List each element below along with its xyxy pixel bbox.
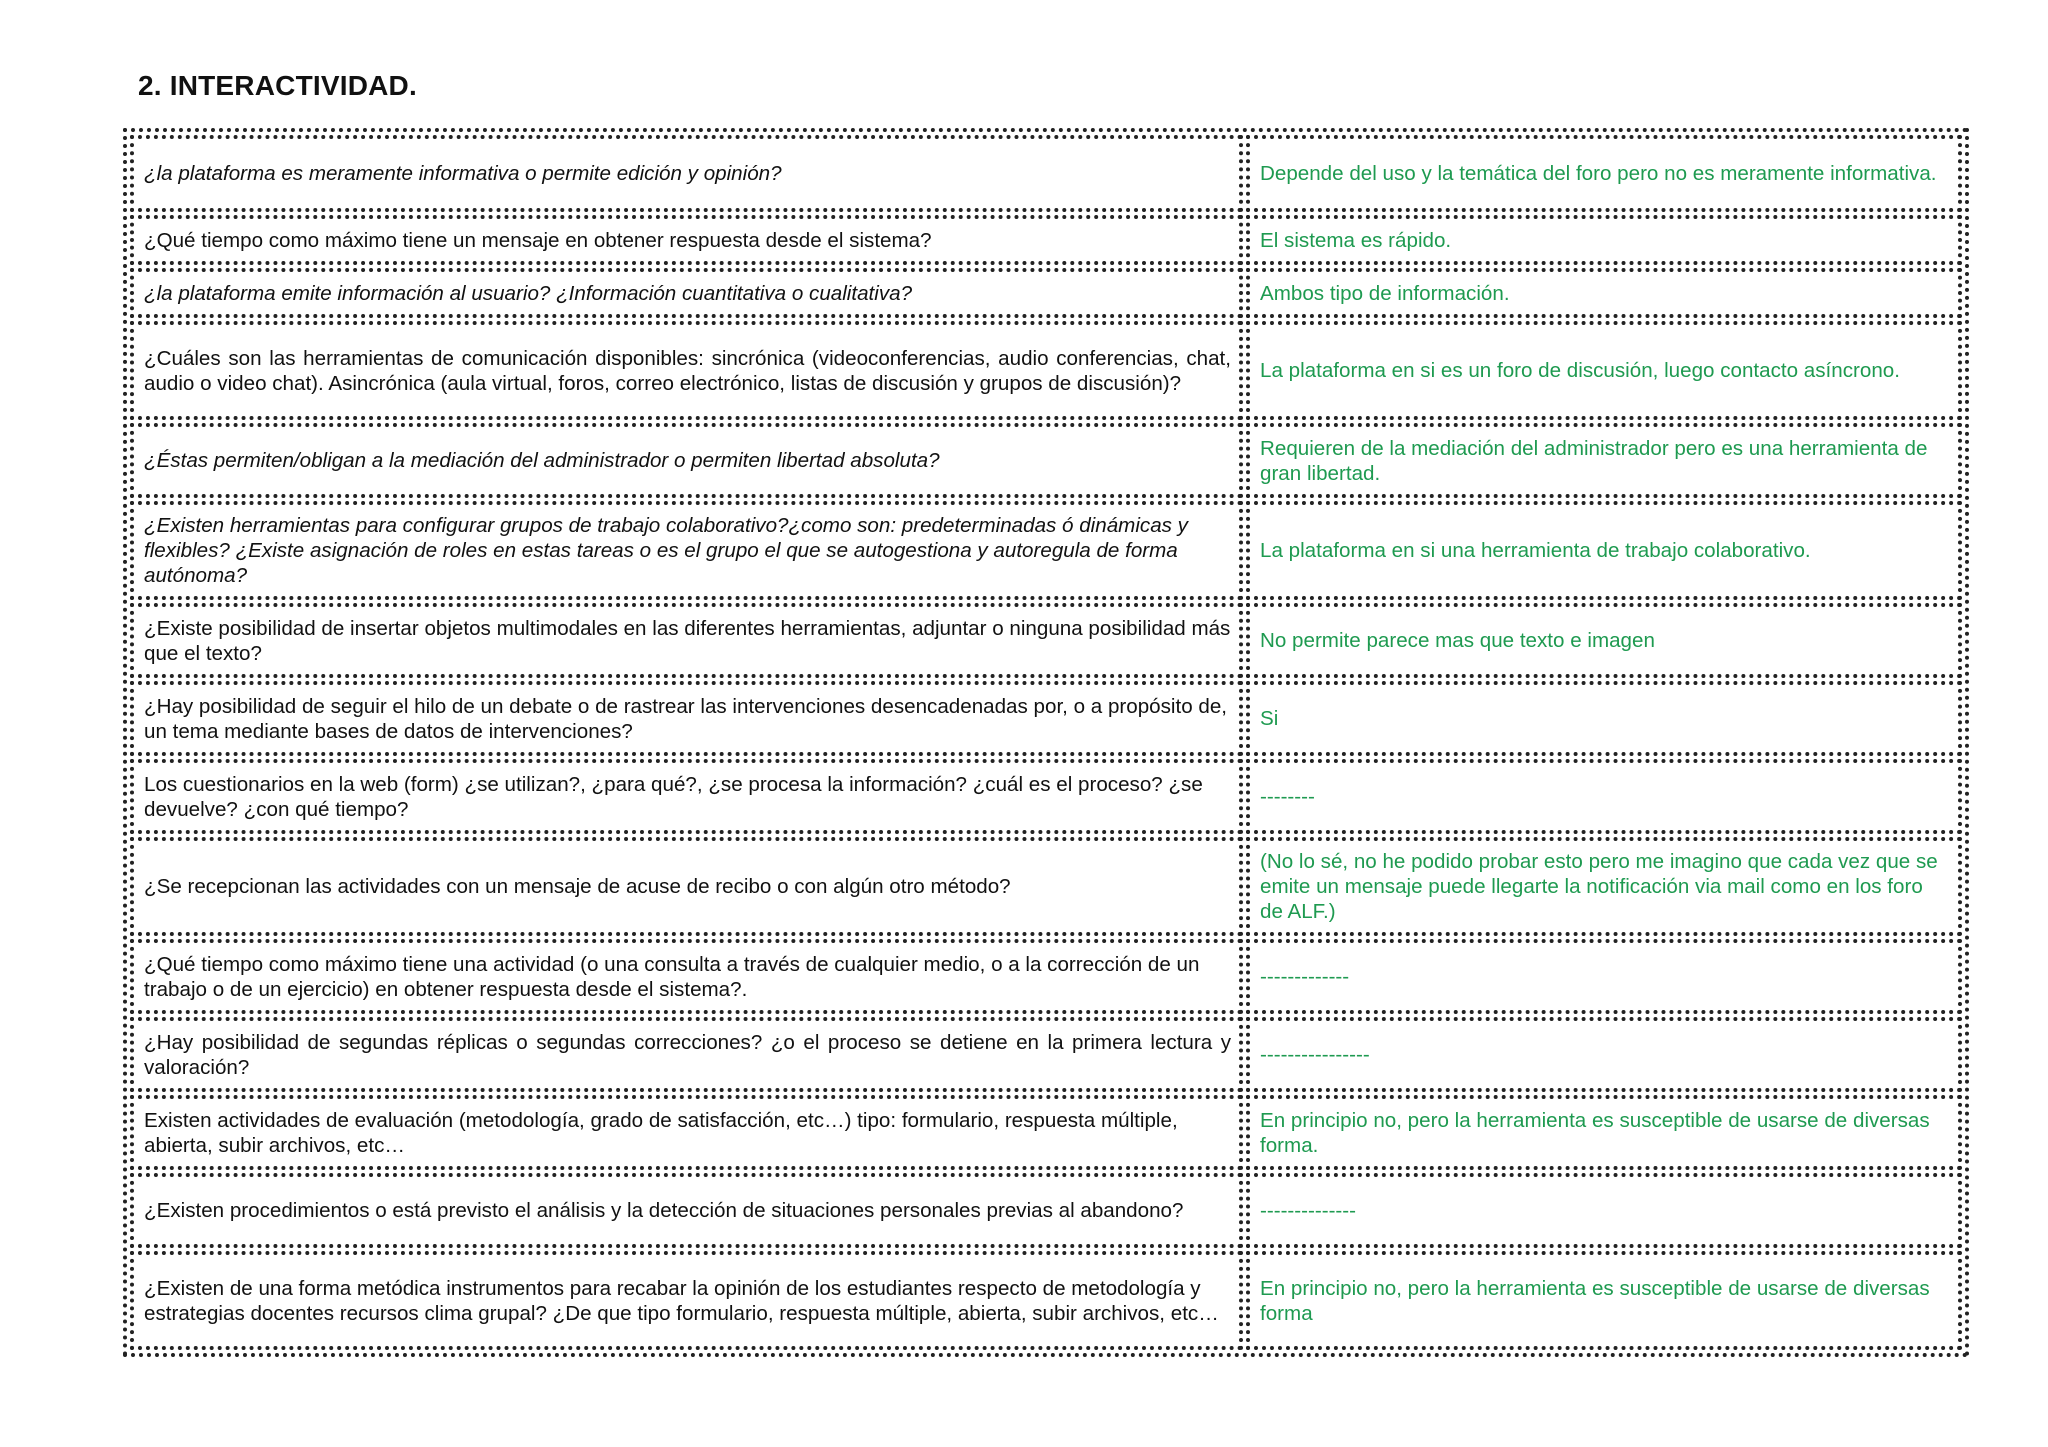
table-row [130,939,1962,1014]
answer-cell: En principio no, pero la herramienta es susceptible de usarse de diversas forma. [1246,1095,1962,1170]
table-row [130,321,1962,420]
answer-cell: ------------- [1246,939,1962,1014]
question-cell: ¿Existen herramientas para configurar grupos de trabajo colaborativo?¿como son: predeterminadas ó dinámicas y flexibles? ¿Existe asignación de roles en estas tareas o es el grupo el que se autogestiona y autoregula de forma autónoma? [130,501,1243,600]
question-cell: ¿Éstas permiten/obligan a la mediación del administrador o permiten libertad absoluta? [130,423,1243,498]
answer-cell: Depende del uso y la temática del foro pero no es meramente informativa. [1246,135,1962,212]
question-cell: ¿Existe posibilidad de insertar objetos multimodales en las diferentes herramientas, adjuntar o ninguna posibilidad más que el texto? [130,603,1243,678]
table-row [130,268,1962,318]
answer-cell: Requieren de la mediación del administrador pero es una herramienta de gran libertad. [1246,423,1962,498]
answer-cell: -------------- [1246,1173,1962,1248]
question-cell: ¿Existen de una forma metódica instrumentos para recabar la opinión de los estudiantes respecto de metodología y estrategias docentes recursos clima grupal? ¿De que tipo formulario, respuesta múltiple, abierta, subir archivos, etc… [130,1251,1243,1350]
question-cell: ¿Hay posibilidad de segundas réplicas o segundas correcciones? ¿o el proceso se detiene en la primera lectura y valoración? [130,1017,1243,1092]
question-cell: Los cuestionarios en la web (form) ¿se utilizan?, ¿para qué?, ¿se procesa la información? ¿cuál es el proceso? ¿se devuelve? ¿con qué tiempo? [130,759,1243,834]
table-row [130,1017,1962,1092]
question-cell: ¿la plataforma es meramente informativa o permite edición y opinión? [130,135,1243,212]
table-row [130,423,1962,498]
page-title: 2. INTERACTIVIDAD. [138,70,417,101]
table-row [130,759,1962,834]
answer-cell: No permite parece mas que texto e imagen [1246,603,1962,678]
answer-cell: En principio no, pero la herramienta es susceptible de usarse de diversas forma [1246,1251,1962,1350]
table-row [130,837,1962,936]
question-cell: ¿Cuáles son las herramientas de comunicación disponibles: sincrónica (videoconferencias, audio conferencias, chat, audio o video chat). Asincrónica (aula virtual, foros, correo electrónico, listas de discusión y grupos de discusión)? [130,321,1243,420]
answer-cell: El sistema es rápido. [1246,215,1962,265]
question-cell: ¿Qué tiempo como máximo tiene un mensaje en obtener respuesta desde el sistema? [130,215,1243,265]
table-row [130,1251,1962,1350]
answer-cell: ---------------- [1246,1017,1962,1092]
table-row [130,603,1962,678]
question-cell: ¿Qué tiempo como máximo tiene una actividad (o una consulta a través de cualquier medio, o a la corrección de un trabajo o de un ejercicio) en obtener respuesta desde el sistema?. [130,939,1243,1014]
table-row [130,501,1962,600]
table-row [130,135,1962,212]
answer-cell: La plataforma en si es un foro de discusión, luego contacto asíncrono. [1246,321,1962,420]
question-cell: ¿Existen procedimientos o está previsto el análisis y la detección de situaciones personales previas al abandono? [130,1173,1243,1248]
question-cell: Existen actividades de evaluación (metodología, grado de satisfacción, etc…) tipo: formulario, respuesta múltiple, abierta, subir archivos, etc… [130,1095,1243,1170]
answer-cell: Ambos tipo de información. [1246,268,1962,318]
answer-cell: Si [1246,681,1962,756]
question-cell: ¿la plataforma emite información al usuario? ¿Información cuantitativa o cualitativa? [130,268,1243,318]
answer-cell: La plataforma en si una herramienta de trabajo colaborativo. [1246,501,1962,600]
answer-cell: (No lo sé, no he podido probar esto pero me imagino que cada vez que se emite un mensaje puede llegarte la notificación via mail como en los foro de ALF.) [1246,837,1962,936]
answer-cell: -------- [1246,759,1962,834]
question-cell: ¿Se recepcionan las actividades con un mensaje de acuse de recibo o con algún otro método? [130,837,1243,936]
table-row [130,681,1962,756]
table-row [130,1173,1962,1248]
table-row [130,1095,1962,1170]
interactivity-table [123,128,1969,1357]
question-cell: ¿Hay posibilidad de seguir el hilo de un debate o de rastrear las intervenciones desencadenadas por, o a propósito de, un tema mediante bases de datos de intervenciones? [130,681,1243,756]
table-row [130,215,1962,265]
